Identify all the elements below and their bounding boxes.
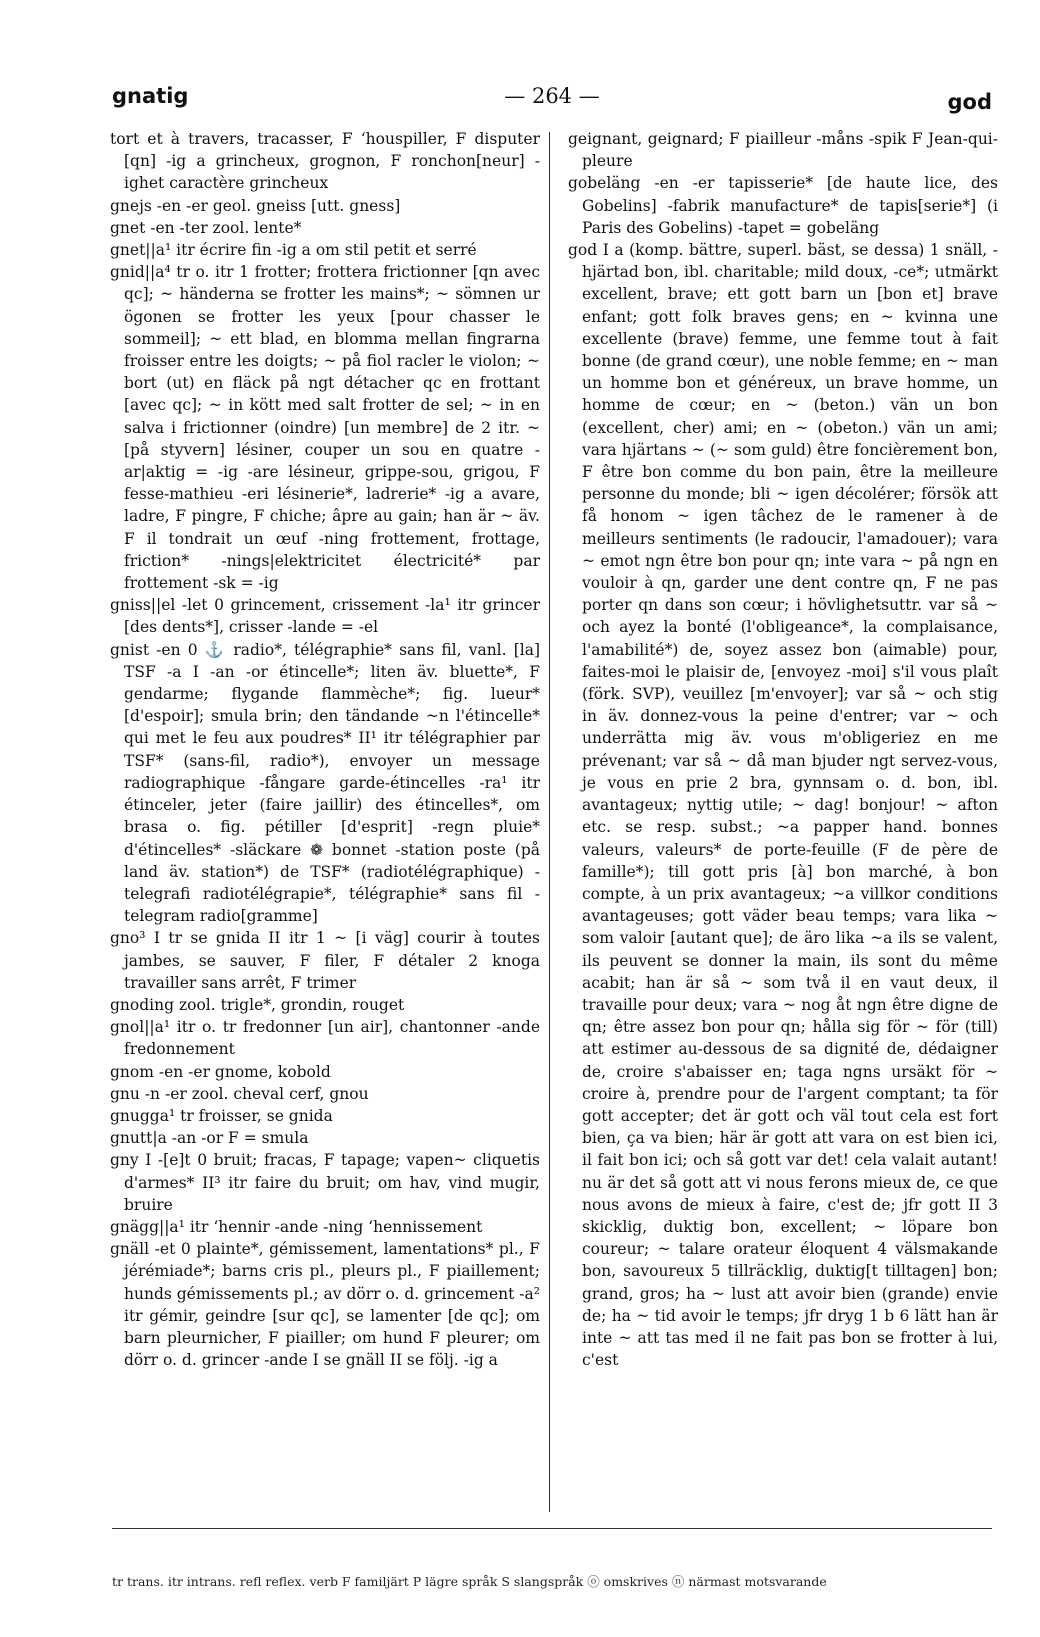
entry-gnu: gnu -n -er zool. cheval cerf, gnou [110, 1084, 369, 1103]
abbreviation-legend: tr trans. itr intrans. refl reflex. verb F familjärt P lägre språk S slangspråk ⓞ omskrives ⓝ närmast motsvarande [112, 1574, 827, 1589]
entry-gneta: gnet||a¹ itr écrire fin -ig a om stil petit et serré [110, 241, 477, 260]
entry-gnissel: gniss||el -let 0 grincement, crissement -la¹ itr grincer [des dents*], crisser -lande = -el [110, 596, 540, 637]
right-column [568, 128, 998, 1514]
page-number: — 264 — [504, 84, 600, 108]
entry-gnist: gnist -en 0 ⚓ radio*, télégraphie* sans fil, vanl. [la] TSF -a I -an -or étincelle*; liten äv. bluette*, F gendarme; flygande flammèche*; fig. lueur* [d'espoir]; smula brin; den tändande ~n l'étincelle* qui met le feu aux poudres* II¹ itr télégraphier par TSF* (sans-fil, radio*), envoyer un message radiographique -fångare garde-étincelles -ra¹ itr étinceler, jeter (faire jaillir) des étincelles*, om brasa o. fig. pétiller [d'esprit] -regn pluie* d'étincelles* -släckare ❁ bonnet -station poste (på land äv. station*) de TSF* (radiotélégraphique) -telegrafi radiotélégrapie*, télégraphie* sans fil -telegram radio[gramme] [110, 640, 540, 926]
entry-gnoding: gnoding zool. trigle*, grondin, rouget [110, 995, 405, 1014]
entry-gnet: gnet -en -ter zool. lente* [110, 218, 302, 237]
column-divider [549, 132, 550, 1512]
entry-god: god I a (komp. bättre, superl. bäst, se dessa) 1 snäll, -hjärtad bon, ibl. charitable; mild doux, -ce*; utmärkt excellent, brave; ett gott barn un [bon et] brave enfant; gott folk braves gens; en ~ kvinna une excellente (brave) femme, une femme tout à fait bonne (de grand cœur), une noble femme; en ~ man un homme bon et généreux, un brave homme, un homme de cœur; en ~ (beton.) vän un bon (excellent, cher) ami; en ~ (obeton.) vän un ami; vara hjärtans ~ (~ som guld) être foncièrement bon, F être bon comme du bon pain, être la meilleure personne du monde; bli ~ igen décolérer; försök att få honom ~ igen tâchez de le ramener à de meilleurs sentiments (le radoucir, l'amadouer); vara ~ emot ngn être bon pour qn; inte vara ~ på ngn en vouloir à qn, garder une dent contre qn, F ne pas porter qn dans son cœur; i hövlighetsuttr. var så ~ och ayez la bonté (l'obligeance*, la complaisance, l'amabilité*) de, soyez assez bon (aimable) pour, faites-moi le plaisir de, [envoyez -moi] s'il vous plaît (förk. SVP), veuillez [m'envoyer]; var så ~ och stig in äv. donnez-vous la peine d'entrer; var ~ och underrätta mig äv. vous m'obligeriez en me prévenant; var så ~ då man bjuder ngt servez-vous, je vous en prie 2 bra, gynnsam o. d. bon, ibl. avantageux; nyttig utile; ~ dag! bonjour! ~ afton etc. se resp. subst.; ~a papper hand. bonnes valeurs, valeurs* de porte-feuille (F de père de famille*); till gott pris [à] bon marché, à bon compte, à un prix avantageux; ~a villkor conditions avantageuses; gott väder beau temps; vara lika ~ som valoir [autant que]; de äro lika ~a ils se valent, ils peuvent se donner la main, ils sont du même acabit; han är så ~ som två il en vaut deux, il travaille pour deux; vara ~ nog åt ngn être digne de qn; être assez bon pour qn; hålla sig för ~ för (till) att estimer au-dessous de sa dignité de, dédaigner de, croire s'abaisser en; taga ngns ursäkt för ~ croire à, prendre pour de l'argent comptant; ta för gott accepter; det är gott och väl tout cela est fort bien, ça va bien; här är gott att vara on est bien ici, il fait bon ici; och så gott var det! cela valait autant! nu är det så gott att vi nous ferons mieux de, ce que nous avons de mieux à faire, c'est de; jfr gott II 3 skicklig, duktig bon, excellent; ~ löpare bon coureur; ~ talare orateur éloquent 4 välsmakande bon, savoureux 5 tillräcklig, duktig[t tilltagen] bon; grand, gros; ha ~ lust att avoir bien (grande) envie de; ha ~ tid avoir le temps; jfr dryg 1 b 6 lätt han är inte ~ att tas med il ne fait pas bon se frotter à lui, c'est [568, 241, 998, 1370]
entry-gnom: gnom -en -er gnome, kobold [110, 1062, 331, 1081]
entry-gnola: gnol||a¹ itr o. tr fredonner [un air], chantonner -ande fredonnement [110, 1018, 540, 1059]
entry-gny: gny I -[e]t 0 bruit; fracas, F tapage; vapen~ cliquetis d'armes* II³ itr faire du bruit; om hav, vind mugir, bruire [110, 1151, 540, 1214]
entry-gnagga: gnägg||a¹ itr ʻhennir -ande -ning ʻhennissement [110, 1217, 483, 1236]
page-header [112, 80, 992, 120]
entry-gno: gno³ I tr se gnida II itr 1 ~ [i väg] courir à toutes jambes, se sauver, F filer, F détaler 2 knoga travailler sans arrêt, F trimer [110, 929, 540, 992]
entry-gnida: gnid||a⁴ tr o. itr 1 frotter; frottera frictionner [qn avec qc]; ~ händerna se frotter les mains*; ~ sömnen ur ögonen se frotter les yeux [pour chasser le sommeil]; ~ ett blad, en blomma mellan fingrarna froisser entre les doigts; ~ på fiol racler le violon; ~ bort (ut) en fläck på ngt détacher qc en frottant [avec qc]; ~ in kött med salt frotter de sel; ~ in en salva i frictionner (oindre) [un membre] de 2 itr. ~ [på styvern] lésiner, couper un sou en quatre -ar|aktig = -ig -are lésineur, grippe-sou, grigou, F fesse-mathieu -eri lésinerie*, ladrerie* -ig a avare, ladre, F pingre, F chiche; âpre au gain; han är ~ äv. F il tondrait un œuf -ning frottement, frottage, friction* -nings|elektricitet électricité* par frottement -sk = -ig [110, 263, 540, 593]
header-first-word: gnatig [112, 84, 189, 108]
entry-gobelang: gobeläng -en -er tapisserie* [de haute lice, des Gobelins] -fabrik manufacture* de tapis[serie*] (i Paris des Gobelins) -tapet = gobeläng [568, 174, 998, 237]
entry-continuation-gnatig: tort et à travers, tracasser, F ʻhouspiller, F disputer [qn] -ig a grincheux, grognon, F ronchon[neur] -ighet caractère grincheux [110, 130, 540, 193]
entry-gnugga: gnugga¹ tr froisser, se gnida [110, 1106, 333, 1125]
left-column [110, 128, 540, 1514]
entry-gnutta: gnutt|a -an -or F = smula [110, 1129, 309, 1148]
entry-continuation-gnallig: geignant, geignard; F piailleur -måns -spik F Jean-qui-pleure [568, 130, 998, 171]
header-last-word: god [947, 90, 992, 114]
entry-gnall: gnäll -et 0 plainte*, gémissement, lamentations* pl., F jérémiade*; barns cris pl., pleurs pl., F piaillement; hunds gémissements pl.; av dörr o. d. grincement -a² itr gémir, geindre [sur qc], se lamenter [de qc]; om barn pleurnicher, F piailler; om hund F pleurer; om dörr o. d. grincer -ande I se gnäll II se följ. -ig a [110, 1240, 540, 1370]
entry-gnejs: gnejs -en -er geol. gneiss [utt. gness] [110, 196, 401, 215]
footer-divider [112, 1528, 992, 1529]
